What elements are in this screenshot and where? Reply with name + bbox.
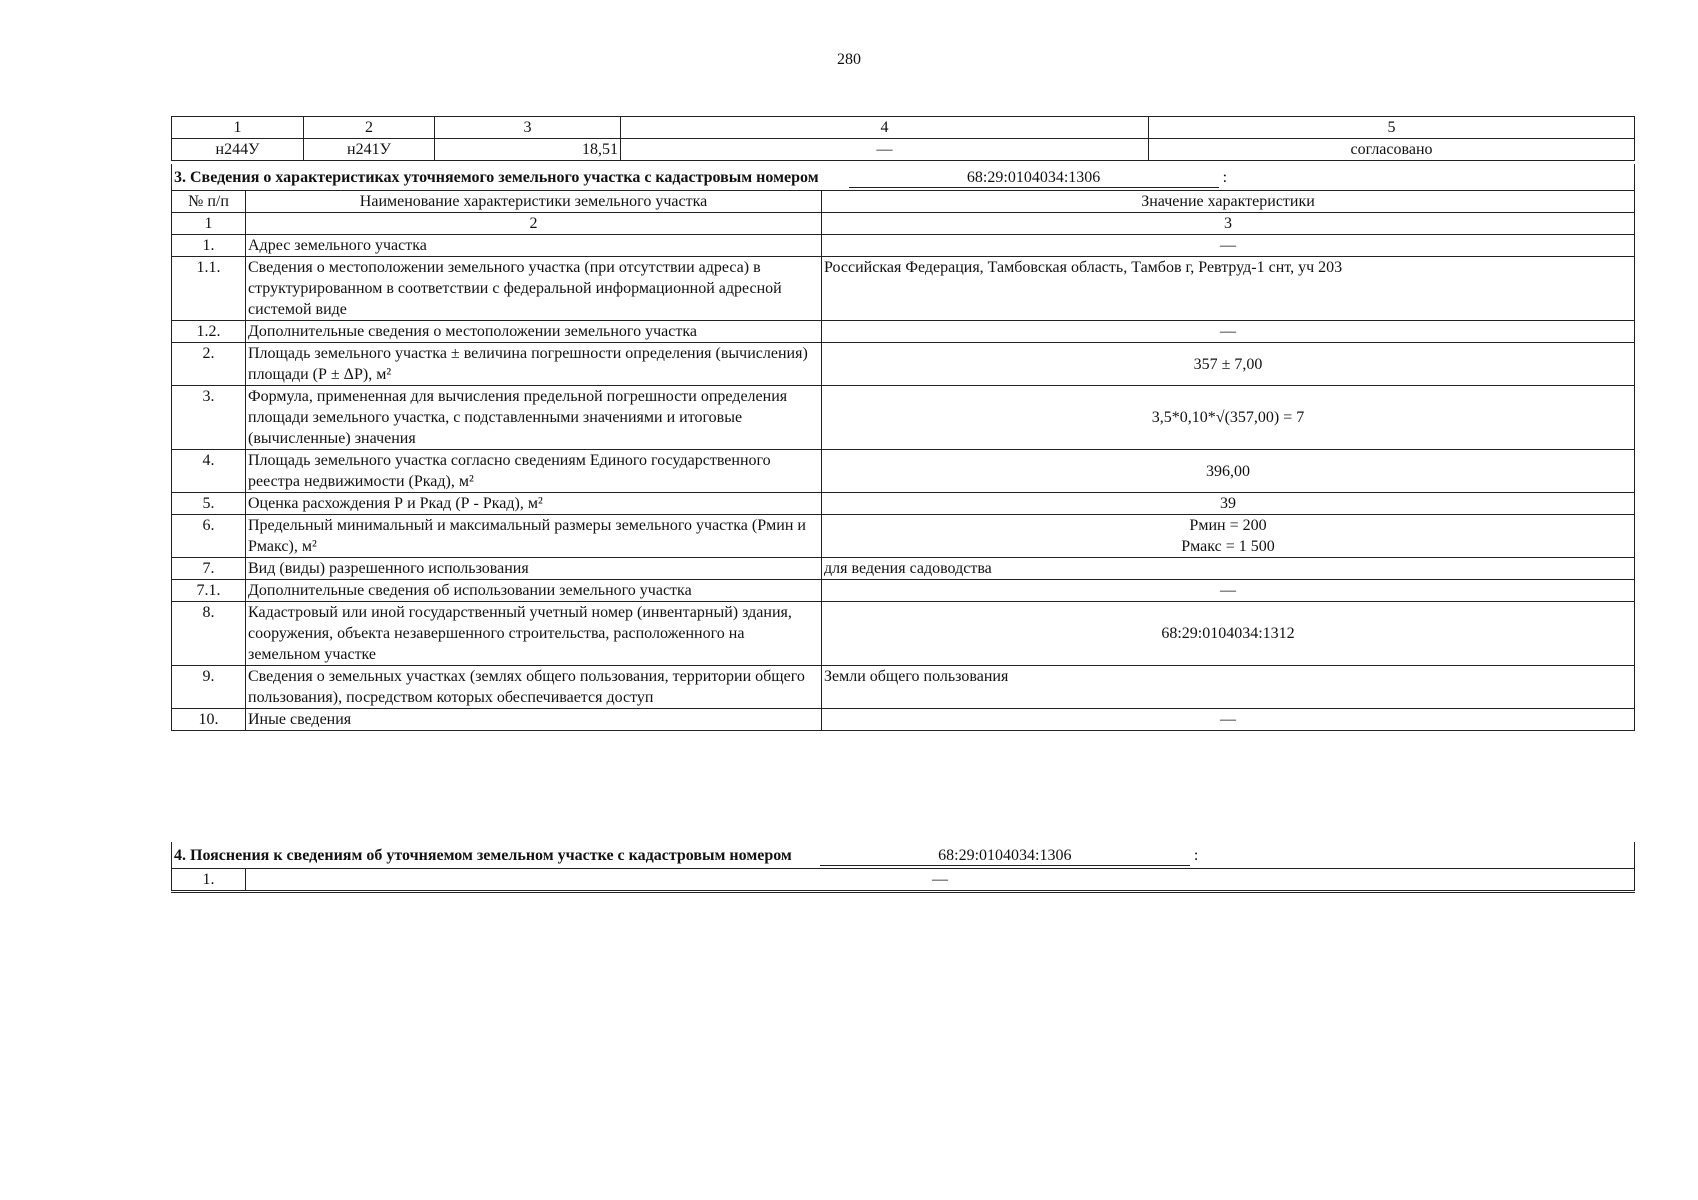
parcel-explanations-table: [171, 842, 1635, 893]
row-number: 1.: [172, 869, 246, 892]
table-row: [172, 558, 1635, 580]
section-3-heading: [172, 164, 1635, 191]
row-number: 8.: [172, 602, 246, 666]
characteristic-value: 357 ± 7,00: [822, 343, 1635, 386]
characteristic-name: Сведения о местоположении земельного участка (при отсутствии адреса) в структурированном в соответствии с федеральной информационной адресной системой виде: [246, 257, 822, 321]
row-number: 1.2.: [172, 321, 246, 343]
cadastral-number: 68:29:0104034:1306: [820, 846, 1190, 866]
boundary-agreement-table: [171, 116, 1635, 161]
characteristic-value: для ведения садоводства: [822, 558, 1635, 580]
table-row: [172, 139, 1635, 161]
row-number: 9.: [172, 666, 246, 709]
colon: :: [1222, 168, 1228, 186]
characteristic-name: Дополнительные сведения об использовании земельного участка: [246, 580, 822, 602]
characteristic-value: Земли общего пользования: [822, 666, 1635, 709]
characteristic-name: Сведения о земельных участках (землях общего пользования, территории общего пользования), посредством которых обеспечивается доступ: [246, 666, 822, 709]
table-row: [172, 580, 1635, 602]
characteristic-name: Адрес земельного участка: [246, 235, 822, 257]
characteristic-value: [822, 515, 1635, 558]
table-row: [172, 257, 1635, 321]
column-number: 1: [172, 117, 304, 139]
area-min: Рмин = 200: [1189, 517, 1267, 534]
characteristic-name: Площадь земельного участка ± величина погрешности определения (вычисления) площади (Р ± ΔР), м²: [246, 343, 822, 386]
table-header-row: [172, 117, 1635, 139]
characteristic-value: Российская Федерация, Тамбовская область, Тамбов г, Ревтруд-1 снт, уч 203: [822, 257, 1635, 321]
point-from: н244У: [172, 139, 304, 161]
row-number: 1.1.: [172, 257, 246, 321]
table-row: [172, 321, 1635, 343]
explanation-value: —: [246, 869, 1635, 892]
header-number: № п/п: [172, 191, 246, 213]
column-number: 3: [822, 213, 1635, 235]
row-number: 1.: [172, 235, 246, 257]
characteristic-value: —: [822, 580, 1635, 602]
section-4-heading: [172, 842, 1635, 869]
column-numbers-row: [172, 213, 1635, 235]
characteristic-name: Иные сведения: [246, 709, 822, 731]
section-heading-row: [172, 164, 1635, 191]
table-row: [172, 666, 1635, 709]
characteristic-value: —: [822, 709, 1635, 731]
characteristic-name: Предельный минимальный и максимальный размеры земельного участка (Рмин и Рмакс), м²: [246, 515, 822, 558]
column-number: 2: [246, 213, 822, 235]
characteristic-name: Кадастровый или иной государственный учетный номер (инвентарный) здания, сооружения, объекта незавершенного строительства, расположенного на земельном участке: [246, 602, 822, 666]
agreement-status: согласовано: [1149, 139, 1635, 161]
table-row: [172, 386, 1635, 450]
table-row: [172, 450, 1635, 493]
characteristic-name: Дополнительные сведения о местоположении земельного участка: [246, 321, 822, 343]
area-max: Рмакс = 1 500: [1181, 538, 1275, 555]
row-number: 7.1.: [172, 580, 246, 602]
characteristic-value: —: [822, 235, 1635, 257]
column-number: 5: [1149, 117, 1635, 139]
table-row: [172, 602, 1635, 666]
column-number: 4: [621, 117, 1149, 139]
segment-info: —: [621, 139, 1149, 161]
table-row: [172, 493, 1635, 515]
column-number: 3: [435, 117, 621, 139]
table-row: [172, 709, 1635, 731]
page-number: 280: [837, 51, 861, 68]
characteristic-name: Площадь земельного участка согласно сведениям Единого государственного реестра недвижимости (Ркад), м²: [246, 450, 822, 493]
parcel-characteristics-table: [171, 164, 1635, 731]
row-number: 2.: [172, 343, 246, 386]
characteristic-name: Оценка расхождения Р и Ркад (Р - Ркад), м²: [246, 493, 822, 515]
characteristic-name: Формула, примененная для вычисления предельной погрешности определения площади земельного участка, с подставленными значениями и итоговые (вычисленные) значения: [246, 386, 822, 450]
table-row: [172, 515, 1635, 558]
table-row: [172, 235, 1635, 257]
cadastral-number: 68:29:0104034:1306: [849, 168, 1219, 188]
column-number: 1: [172, 213, 246, 235]
row-number: 10.: [172, 709, 246, 731]
section-3-title: 3. Сведения о характеристиках уточняемого земельного участка с кадастровым номером: [174, 168, 819, 186]
table-header-row: [172, 191, 1635, 213]
section-heading-row: [172, 842, 1635, 869]
characteristic-name: Вид (виды) разрешенного использования: [246, 558, 822, 580]
row-number: 3.: [172, 386, 246, 450]
characteristic-value: —: [822, 321, 1635, 343]
characteristic-value: 39: [822, 493, 1635, 515]
table-row: [172, 869, 1635, 892]
characteristic-value: 396,00: [822, 450, 1635, 493]
section-4-title: 4. Пояснения к сведениям об уточняемом земельном участке с кадастровым номером: [174, 846, 792, 864]
colon: :: [1193, 846, 1199, 864]
row-number: 7.: [172, 558, 246, 580]
characteristic-value: 3,5*0,10*√(357,00) = 7: [822, 386, 1635, 450]
row-number: 6.: [172, 515, 246, 558]
point-to: н241У: [304, 139, 435, 161]
row-number: 4.: [172, 450, 246, 493]
row-number: 5.: [172, 493, 246, 515]
segment-length: 18,51: [435, 139, 621, 161]
characteristic-value: 68:29:0104034:1312: [822, 602, 1635, 666]
header-characteristic: Наименование характеристики земельного участка: [246, 191, 822, 213]
column-number: 2: [304, 117, 435, 139]
table-row: [172, 343, 1635, 386]
header-value: Значение характеристики: [822, 191, 1635, 213]
